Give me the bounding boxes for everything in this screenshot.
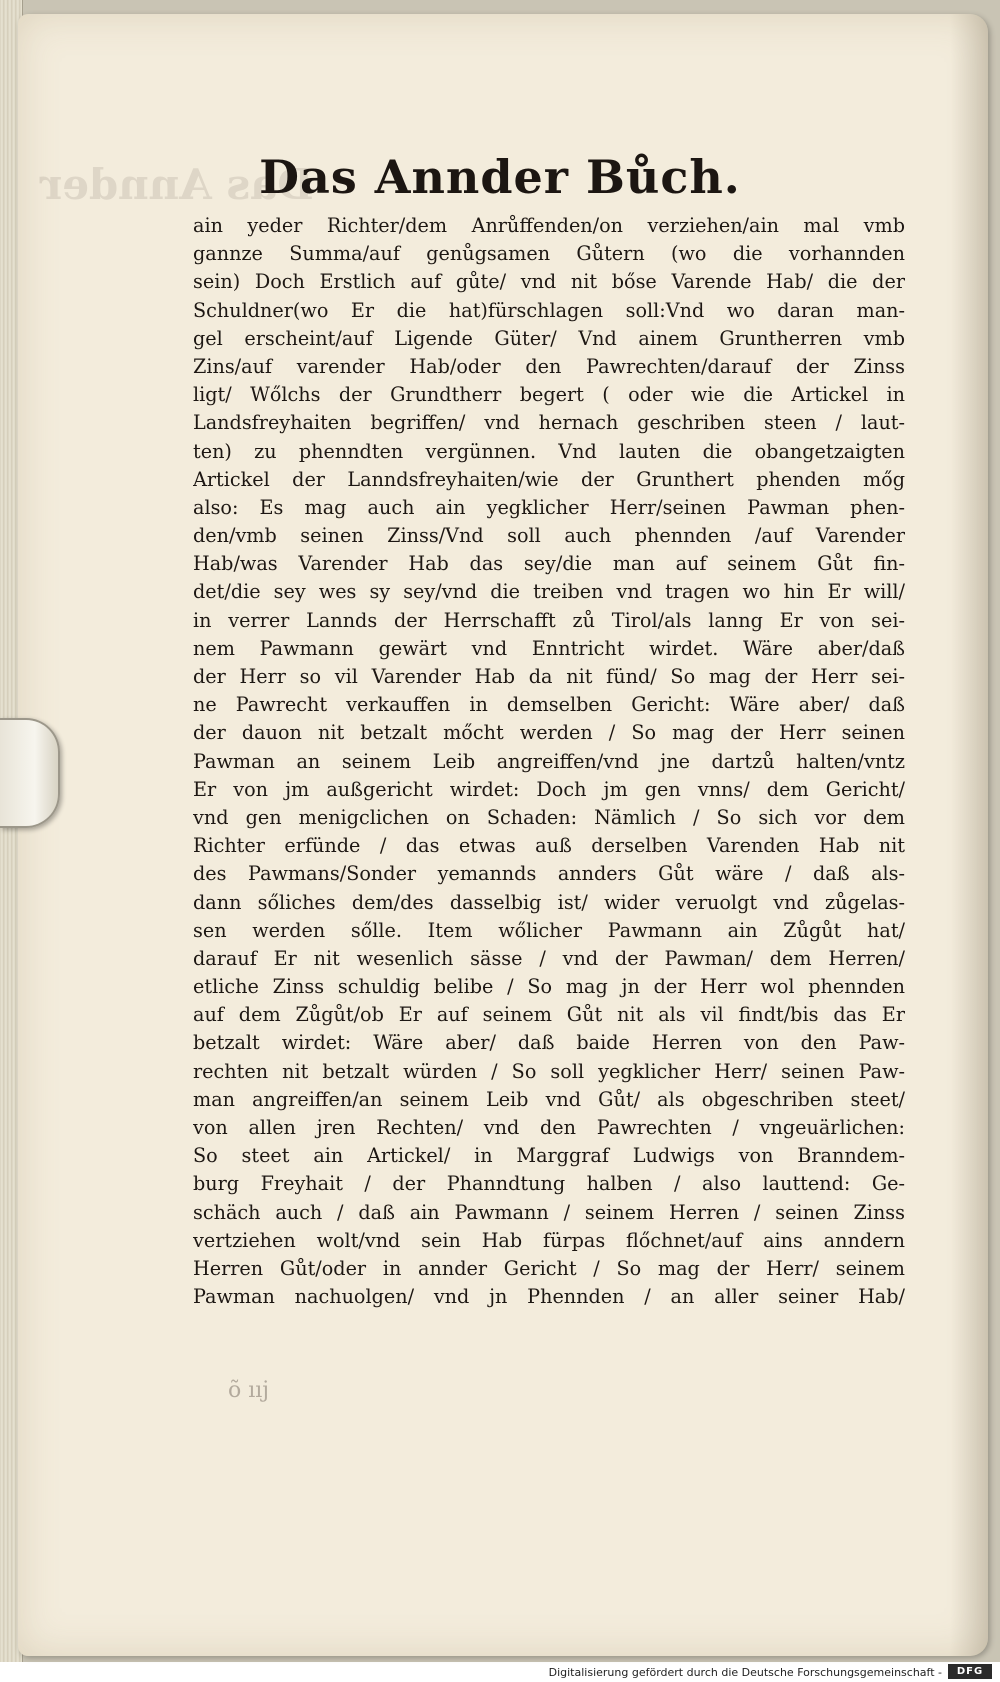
text-line: gel erscheint/auf Ligende Güter/ Vnd ainem Gruntherren vmb xyxy=(193,326,905,350)
footer-credit: Digitalisierung gefördert durch die Deutsche Forschungsgemeinschaft - xyxy=(548,1666,942,1679)
signature-mark: õ ııj xyxy=(228,1378,270,1403)
text-line: Pawman an seinem Leib angreiffen/vnd jne dartzů halten/vntz xyxy=(193,749,905,773)
page-heading: Das Annder Bůch. xyxy=(259,150,741,204)
text-line: des Pawmans/Sonder yemannds annders Gůt wäre / daß als- xyxy=(193,862,905,886)
text-line: Zins/auf varender Hab/oder den Pawrechten/darauf der Zinss xyxy=(193,354,905,378)
body-text xyxy=(193,212,905,1311)
text-line: gannze Summa/auf genůgsamen Gůtern (wo die vorhannden xyxy=(193,242,905,266)
text-line: den/vmb seinen Zinss/Vnd soll auch phennden /auf Varender xyxy=(193,524,905,548)
page-clip xyxy=(0,718,60,828)
text-line: nem Pawmann gewärt vnd Enntricht wirdet. Wäre aber/daß xyxy=(193,636,905,660)
text-line: der Herr so vil Varender Hab da nit fünd/ So mag der Herr sei- xyxy=(193,665,905,688)
text-line: etliche Zinss schuldig belibe / So mag jn der Herr wol phennden xyxy=(193,975,905,999)
text-line: sen werden sőlle. Item wőlicher Pawmann ain Zůgůt hat/ xyxy=(193,918,905,942)
text-line: vnd gen menigclichen on Schaden: Nämlich / So sich vor dem xyxy=(193,805,905,829)
text-line: Artickel der Lanndsfreyhaiten/wie der Grunthert phenden mőg xyxy=(193,467,905,491)
text-line: in verrer Lannds der Herrschafft zů Tirol/als lanng Er von sei- xyxy=(193,608,905,632)
text-line: Landsfreyhaiten begriffen/ vnd hernach geschriben steen / laut- xyxy=(193,411,905,435)
text-line: schäch auch / daß ain Pawmann / seinem Herren / seinen Zinss xyxy=(193,1200,905,1224)
text-line: also: Es mag auch ain yegklicher Herr/seinen Pawman phen- xyxy=(193,495,905,519)
text-line: det/die sey wes sy sey/vnd die treiben vnd tragen wo hin Er will/ xyxy=(193,580,905,604)
bleed-through-heading: Das Annder xyxy=(40,160,314,209)
text-line: Hab/was Varender Hab das sey/die man auf seinem Gůt fin- xyxy=(193,552,905,576)
text-line: betzalt wirdet: Wäre aber/ daß baide Herren von den Paw- xyxy=(193,1031,905,1055)
text-line: Richter erfünde / das etwas auß derselben Varenden Hab nit xyxy=(193,834,905,858)
text-line: ne Pawrecht verkauffen in demselben Gericht: Wäre aber/ daß xyxy=(193,693,905,717)
text-line: Er von jm außgericht wirdet: Doch jm gen vnns/ dem Gericht/ xyxy=(193,777,905,801)
text-line: dann sőliches dem/des dasselbig ist/ wider veruolgt vnd zůgelas- xyxy=(193,890,905,914)
text-line: ligt/ Wőlchs der Grundtherr begert ( oder wie die Artickel in xyxy=(193,383,905,407)
text-line: ten) zu phenndten vergünnen. Vnd lauten die obangetzaigten xyxy=(193,439,905,463)
text-line: burg Freyhait / der Phanndtung halben / also lauttend: Ge- xyxy=(193,1172,905,1196)
text-line: auf dem Zůgůt/ob Er auf seinem Gůt nit als vil findt/bis das Er xyxy=(193,1003,905,1027)
text-line: Herren Gůt/oder in annder Gericht / So mag der Herr/ seinem xyxy=(193,1256,905,1280)
text-line: Pawman nachuolgen/ vnd jn Phennden / an aller seiner Hab/ xyxy=(193,1285,905,1309)
text-line: von allen jren Rechten/ vnd den Pawrechten / vngeuärlichen: xyxy=(193,1116,905,1139)
text-line: vertziehen wolt/vnd sein Hab fürpas flőchnet/auf ains anndern xyxy=(193,1228,905,1252)
text-line: darauf Er nit wesenlich sässe / vnd der Pawman/ dem Herren/ xyxy=(193,946,905,970)
text-line: man angreiffen/an seinem Leib vnd Gůt/ als obgeschriben steet/ xyxy=(193,1087,905,1111)
dfg-logo: DFG xyxy=(948,1664,992,1679)
text-line: der dauon nit betzalt mőcht werden / So mag der Herr seinen xyxy=(193,721,905,745)
text-line: rechten nit betzalt würden / So soll yegklicher Herr/ seinen Paw- xyxy=(193,1059,905,1083)
text-line: ain yeder Richter/dem Anrůffenden/on verziehen/ain mal vmb xyxy=(193,214,905,237)
text-line: Schuldner(wo Er die hat)fürschlagen soll:Vnd wo daran man- xyxy=(193,298,905,322)
text-line: So steet ain Artickel/ in Marggraf Ludwigs von Branndem- xyxy=(193,1144,905,1168)
text-line: sein) Doch Erstlich auf gůte/ vnd nit bőse Varende Hab/ die der xyxy=(193,270,905,294)
